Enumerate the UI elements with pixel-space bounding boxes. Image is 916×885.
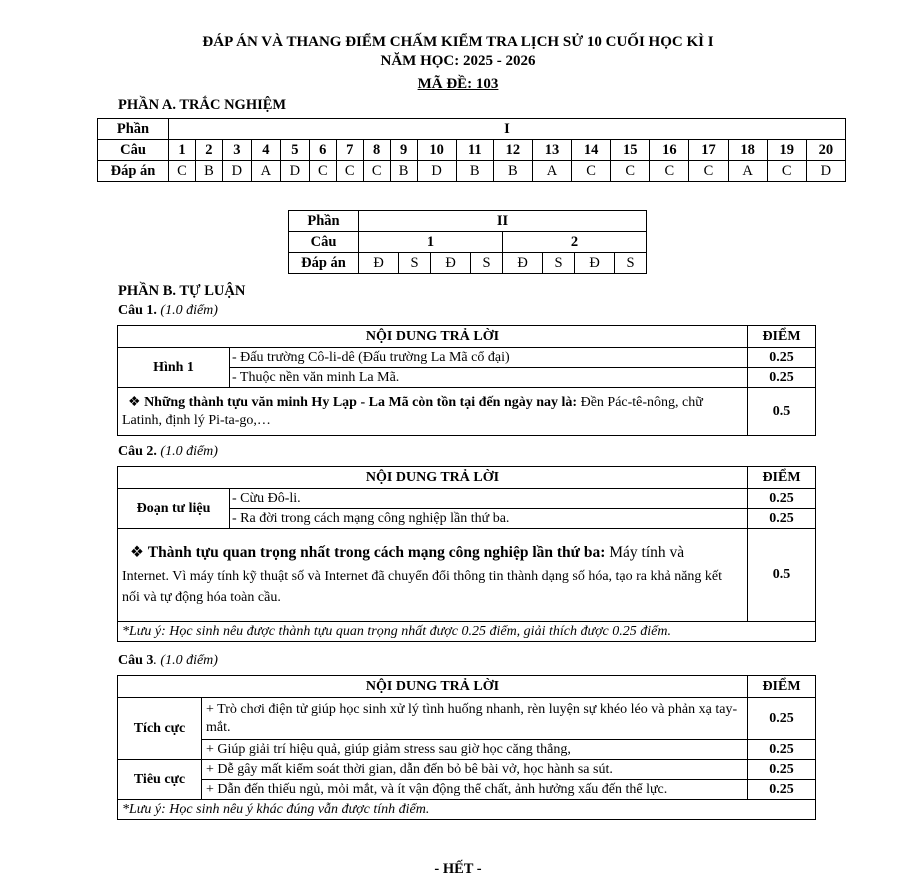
- col-content-header: NỘI DUNG TRẢ LỜI: [118, 676, 748, 698]
- question-1-table: [117, 325, 816, 436]
- answer-points: 0.25: [748, 368, 816, 388]
- negative-label: Tiêu cực: [118, 760, 202, 800]
- row-label-cau: Câu: [98, 140, 169, 161]
- answer-table-part-2: [288, 210, 647, 274]
- answer-cell: C: [650, 161, 689, 182]
- question-number: 4: [251, 140, 280, 161]
- answer-cell: Đ: [502, 253, 542, 274]
- answer-text: + Trò chơi điện tử giúp học sinh xử lý tình huống nhanh, rèn luyện sự khéo léo và phản xạ tay-mắt.: [202, 698, 748, 740]
- question-number: 18: [728, 140, 767, 161]
- answer-cell: S: [471, 253, 503, 274]
- question-1-label: [118, 303, 218, 319]
- answer-points: 0.25: [748, 740, 816, 760]
- answer-points: 0.25: [748, 509, 816, 529]
- question-score: (1.0 điểm): [160, 444, 218, 459]
- answer-text: - Đấu trường Cô-li-dê (Đấu trường La Mã cổ đại): [230, 348, 748, 368]
- question-number: 3: [222, 140, 251, 161]
- answer-cell: C: [363, 161, 390, 182]
- answer-cell: B: [493, 161, 532, 182]
- answer-cell: A: [251, 161, 280, 182]
- question-number: 6: [309, 140, 336, 161]
- answer-cell: Đ: [359, 253, 399, 274]
- question-score: (1.0 điểm): [160, 303, 218, 318]
- question-number: 11: [456, 140, 493, 161]
- answer-text: + Dễ gây mất kiểm soát thời gian, dẫn đến bỏ bê bài vở, học hành sa sút.: [202, 760, 748, 780]
- question-number: 17: [689, 140, 728, 161]
- question-number: 15: [611, 140, 650, 161]
- answer-text: - Ra đời trong cách mạng công nghiệp lần thứ ba.: [230, 509, 748, 529]
- answer-points: 0.25: [748, 489, 816, 509]
- question-score: . (1.0 điểm): [153, 653, 218, 668]
- summary-cell: [118, 388, 748, 436]
- col-points-header: ĐIỂM: [748, 326, 816, 348]
- answer-cell: S: [399, 253, 431, 274]
- answer-table-part-1: [97, 118, 846, 182]
- question-label: Câu 1.: [118, 303, 157, 318]
- note: *Lưu ý: Học sinh nêu được thành tựu quan trọng nhất được 0.25 điểm, giải thích được 0.25 điểm.: [118, 622, 816, 642]
- answer-text: + Dẫn đến thiếu ngủ, mỏi mắt, và ít vận động thể chất, ảnh hưởng xấu đến thể lực.: [202, 780, 748, 800]
- row-label-dapan: Đáp án: [98, 161, 169, 182]
- answer-cell: A: [532, 161, 571, 182]
- col-points-header: ĐIỂM: [748, 676, 816, 698]
- answer-cell: D: [222, 161, 251, 182]
- answer-cell: C: [336, 161, 363, 182]
- summary-points: 0.5: [748, 388, 816, 436]
- answer-cell: D: [417, 161, 456, 182]
- answer-cell: C: [689, 161, 728, 182]
- row-label-cau: Câu: [289, 232, 359, 253]
- answer-cell: S: [543, 253, 575, 274]
- diamond-bullet-icon: ❖: [130, 544, 144, 561]
- question-number: 9: [390, 140, 417, 161]
- answer-points: 0.25: [748, 348, 816, 368]
- answer-cell: A: [728, 161, 767, 182]
- answer-text: - Cừu Đô-li.: [230, 489, 748, 509]
- answer-cell: C: [572, 161, 611, 182]
- group-label: Hình 1: [118, 348, 230, 388]
- question-2-label: [118, 444, 218, 460]
- question-number: 12: [493, 140, 532, 161]
- row-label-phan: Phần: [289, 211, 359, 232]
- summary-bold: Thành tựu quan trọng nhất trong cách mạng công nghiệp lần thứ ba:: [147, 544, 606, 561]
- question-number: 2: [195, 140, 222, 161]
- end-marker: - HẾT -: [434, 861, 482, 877]
- question-label: Câu 3: [118, 653, 154, 668]
- part-a-heading: PHẦN A. TRẮC NGHIỆM: [118, 97, 287, 113]
- doc-title: ĐÁP ÁN VÀ THANG ĐIỂM CHẤM KIỂM TRA LỊCH SỬ 10 CUỐI HỌC KÌ I: [202, 34, 714, 50]
- question-number: 7: [336, 140, 363, 161]
- question-number: 19: [767, 140, 806, 161]
- part-value: I: [169, 119, 846, 140]
- question-number: 8: [363, 140, 390, 161]
- answer-cell: D: [806, 161, 845, 182]
- col-content-header: NỘI DUNG TRẢ LỜI: [118, 467, 748, 489]
- positive-label: Tích cực: [118, 698, 202, 760]
- group-label: Đoạn tư liệu: [118, 489, 230, 529]
- answer-cell: B: [456, 161, 493, 182]
- question-number: 2: [502, 232, 646, 253]
- diamond-bullet-icon: ❖: [128, 394, 141, 410]
- row-label-dapan: Đáp án: [289, 253, 359, 274]
- question-3-table: [117, 675, 816, 820]
- answer-cell: Đ: [430, 253, 470, 274]
- question-number: 5: [280, 140, 309, 161]
- question-number: 10: [417, 140, 456, 161]
- note: *Lưu ý: Học sinh nêu ý khác đúng vẫn được tính điểm.: [118, 800, 816, 820]
- answer-cell: S: [615, 253, 647, 274]
- school-year: NĂM HỌC: 2025 - 2026: [380, 53, 536, 69]
- answer-text: - Thuộc nền văn minh La Mã.: [230, 368, 748, 388]
- question-number: 14: [572, 140, 611, 161]
- answer-cell: C: [611, 161, 650, 182]
- answer-text: + Giúp giải trí hiệu quả, giúp giảm stress sau giờ học căng thẳng,: [202, 740, 748, 760]
- answer-points: 0.25: [748, 760, 816, 780]
- summary-points: 0.5: [748, 529, 816, 622]
- question-number: 1: [359, 232, 503, 253]
- part-value: II: [359, 211, 647, 232]
- question-number: 20: [806, 140, 845, 161]
- answer-cell: C: [309, 161, 336, 182]
- answer-cell: B: [195, 161, 222, 182]
- answer-cell: Đ: [574, 253, 614, 274]
- summary-text: Đền Pác-tê-nông, chữ Latinh, định lý Pi-ta-go,…: [122, 394, 703, 428]
- summary-explanation: Internet. Vì máy tính kỹ thuật số và Internet đã chuyển đổi thông tin thành dạng số hóa, tạo ra khả năng kết nối và tự động hóa toàn cầu.: [122, 569, 723, 605]
- answer-cell: C: [767, 161, 806, 182]
- col-points-header: ĐIỂM: [748, 467, 816, 489]
- row-label-phan: Phần: [98, 119, 169, 140]
- question-number: 1: [169, 140, 196, 161]
- answer-cell: B: [390, 161, 417, 182]
- question-number: 16: [650, 140, 689, 161]
- answer-cell: D: [280, 161, 309, 182]
- summary-cell: [118, 529, 748, 622]
- part-b-heading: PHẦN B. TỰ LUẬN: [118, 283, 246, 299]
- col-content-header: NỘI DUNG TRẢ LỜI: [118, 326, 748, 348]
- question-label: Câu 2.: [118, 444, 157, 459]
- answer-points: 0.25: [748, 698, 816, 740]
- exam-code: MÃ ĐỀ: 103: [417, 76, 499, 92]
- summary-bold: Những thành tựu văn minh Hy Lạp - La Mã còn tồn tại đến ngày nay là:: [144, 394, 578, 410]
- answer-cell: C: [169, 161, 196, 182]
- summary-text: Máy tính và: [605, 544, 685, 561]
- question-2-table: [117, 466, 816, 642]
- answer-points: 0.25: [748, 780, 816, 800]
- question-number: 13: [532, 140, 571, 161]
- question-3-label: [118, 653, 218, 669]
